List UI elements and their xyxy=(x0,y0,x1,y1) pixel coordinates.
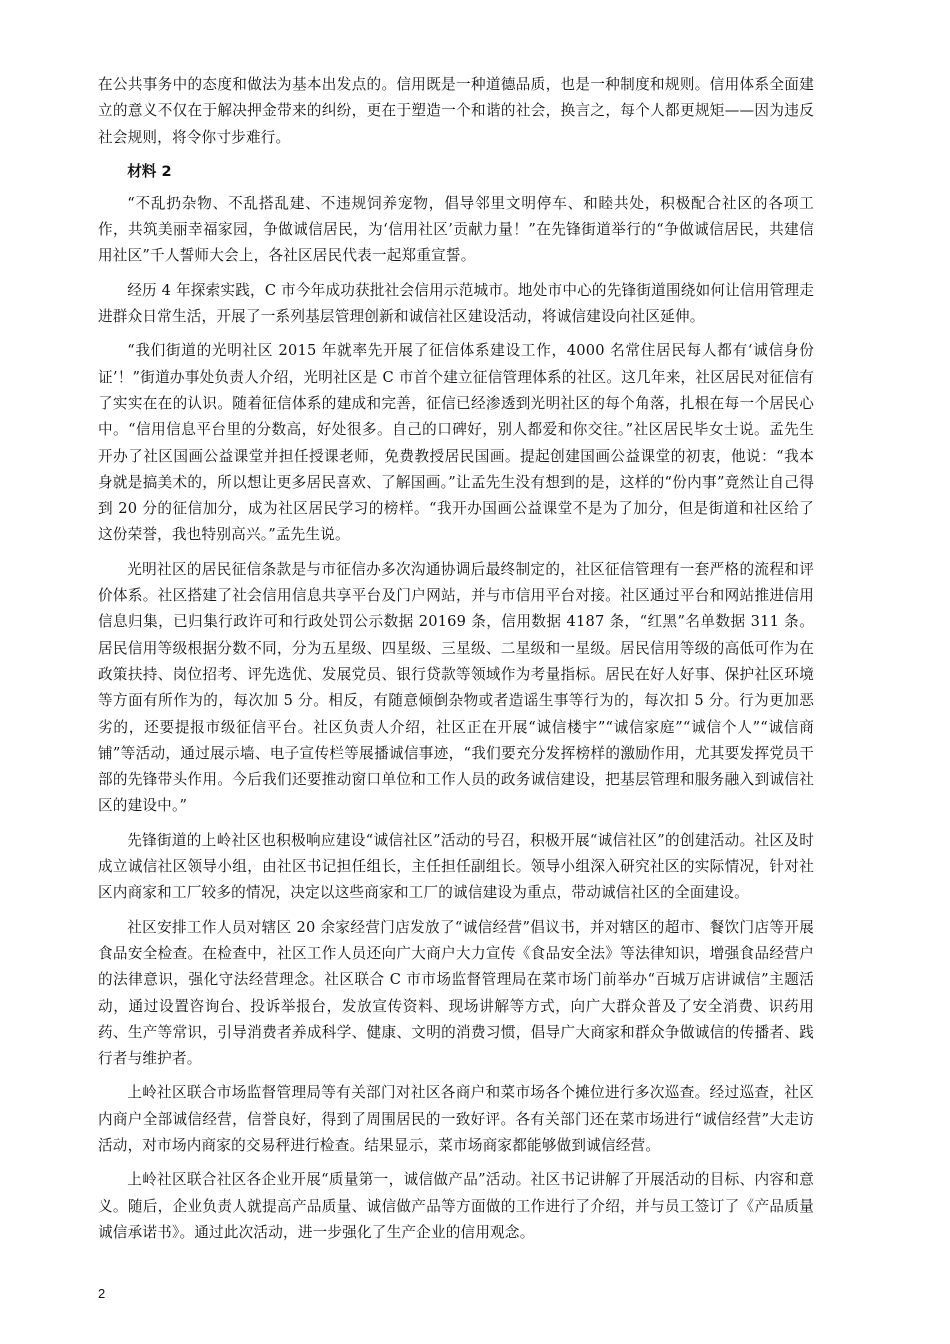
document-page xyxy=(98,72,814,1254)
section-heading: 材料 2 xyxy=(127,162,172,180)
paragraph: “我们街道的光明社区 2015 年就率先开展了征信体系建设工作，4000 名常住居民每人都有‘诚信身份证’！”街道办事处负责人介绍，光明社区是 C 市首个建立征信管理体系的社区。这几年来，社区居民对征信有了实实在在的认识。随着征信体系的建成和完善，征信已经渗透到光明社区的每个角落，扎根在每一个居民心中。“信用信息平台里的分数高，好处很多。自己的口碑好，别人都爱和你交往。”社区居民毕女士说。孟先生开办了社区国画公益课堂并担任授课老师，免费教授居民国画。提起创建国画公益课堂的初衷，他说：“我本身就是搞美术的，所以想让更多居民喜欢、了解国画。”让孟先生没有想到的是，这样的“份内事”竟然让自己得到 20 分的征信加分，成为社区居民学习的榜样。“我开办国画公益课堂不是为了加分，但是街道和社区给了这份荣誉，我也特别高兴。”孟先生说。 xyxy=(98,342,814,544)
paragraph-intro: 在公共事务中的态度和做法为基本出发点的。信用既是一种道德品质，也是一种制度和规则。信用体系全面建立的意义不仅在于解决押金带来的纠纷，更在于塑造一个和谐的社会，换言之，每个人都更规矩——因为违反社会规则，将令你寸步难行。 xyxy=(98,76,814,146)
paragraph: 上岭社区联合市场监督管理局等有关部门对社区各商户和菜市场各个摊位进行多次巡查。经过巡查，社区内商户全部诚信经营，信誉良好，得到了周围居民的一致好评。各有关部门还在菜市场进行“诚信经营”大走访活动，对市场内商家的交易秤进行检查。结果显示，菜市场商家都能够做到诚信经营。 xyxy=(98,1084,814,1154)
paragraph: “不乱扔杂物、不乱搭乱建、不违规饲养宠物，倡导邻里文明停车、和睦共处，积极配合社区的各项工作，共筑美丽幸福家园，争做诚信居民，为‘信用社区’贡献力量！”在先锋街道举行的“争做诚信居民，共建信用社区”千人誓师大会上，各社区居民代表一起郑重宣誓。 xyxy=(98,194,814,265)
paragraph: 经历 4 年探索实践，C 市今年成功获批社会信用示范城市。地处市中心的先锋街道围绕如何让信用管理走进群众日常生活，开展了一系列基层管理创新和诚信社区建设活动，将诚信建设向社区延伸。 xyxy=(98,281,814,326)
paragraph: 社区安排工作人员对辖区 20 余家经营门店发放了“诚信经营”倡议书，并对辖区的超市、餐饮门店等开展食品安全检查。在检查中，社区工作人员还向广大商户大力宣传《食品安全法》等法律知识，增强食品经营户的法律意识，强化守法经营理念。社区联合 C 市市场监督管理局在菜市场门前举办“百城万店讲诚信”主题活动，通过设置咨询台、投诉举报台，发放宣传资料、现场讲解等方式，向广大群众普及了安全消费、识药用药、生产等常识，引导消费者养成科学、健康、文明的消费习惯，倡导广大商家和群众争做诚信的传播者、践行者与维护者。 xyxy=(98,918,814,1068)
paragraph: 上岭社区联合社区各企业开展“质量第一，诚信做产品”活动。社区书记讲解了开展活动的目标、内容和意义。随后，企业负责人就提高产品质量、诚信做产品等方面做的工作进行了介绍，并与员工签订了《产品质量诚信承诺书》。通过此次活动，进一步强化了生产企业的信用观念。 xyxy=(98,1171,814,1241)
paragraph: 先锋街道的上岭社区也积极响应建设“诚信社区”活动的号召，积极开展“诚信社区”的创建活动。社区及时成立诚信社区领导小组，由社区书记担任组长，主任担任副组长。领导小组深入研究社区的实际情况，针对社区内商家和工厂较多的情况，决定以这些商家和工厂的诚信建设为重点，带动诚信社区的全面建设。 xyxy=(98,831,814,902)
page-number: 2 xyxy=(98,1286,106,1301)
paragraph: 光明社区的居民征信条款是与市征信办多次沟通协调后最终制定的，社区征信管理有一套严格的流程和评价体系。社区搭建了社会信用信息共享平台及门户网站，并与市信用平台对接。社区通过平台和网站推进信用信息归集，已归集行政许可和行政处罚公示数据 20169 条，信用数据 4187 条，“红黑”名单数据 311 条。居民信用等级根据分数不同，分为五星级、四星级、三星级、二星级和一星级。居民信用等级的高低可作为在政策扶持、岗位招考、评先选优、发展党员、银行贷款等领域作为考量指标。居民在好人好事、保护社区环境等方面有所作为的，每次加 5 分。相反，有随意倾倒杂物或者造谣生事等行为的，每次扣 5 分。行为更加恶劣的，还要提报市级征信平台。社区负责人介绍，社区正在开展“诚信楼宇”“诚信家庭”“诚信个人”“诚信商铺”等活动，通过展示墙、电子宣传栏等展播诚信事迹，“我们要充分发挥榜样的激励作用，尤其要发挥党员干部的先锋带头作用。今后我们还要推动窗口单位和工作人员的政务诚信建设，把基层管理和服务融入到诚信社区的建设中。” xyxy=(98,560,814,815)
